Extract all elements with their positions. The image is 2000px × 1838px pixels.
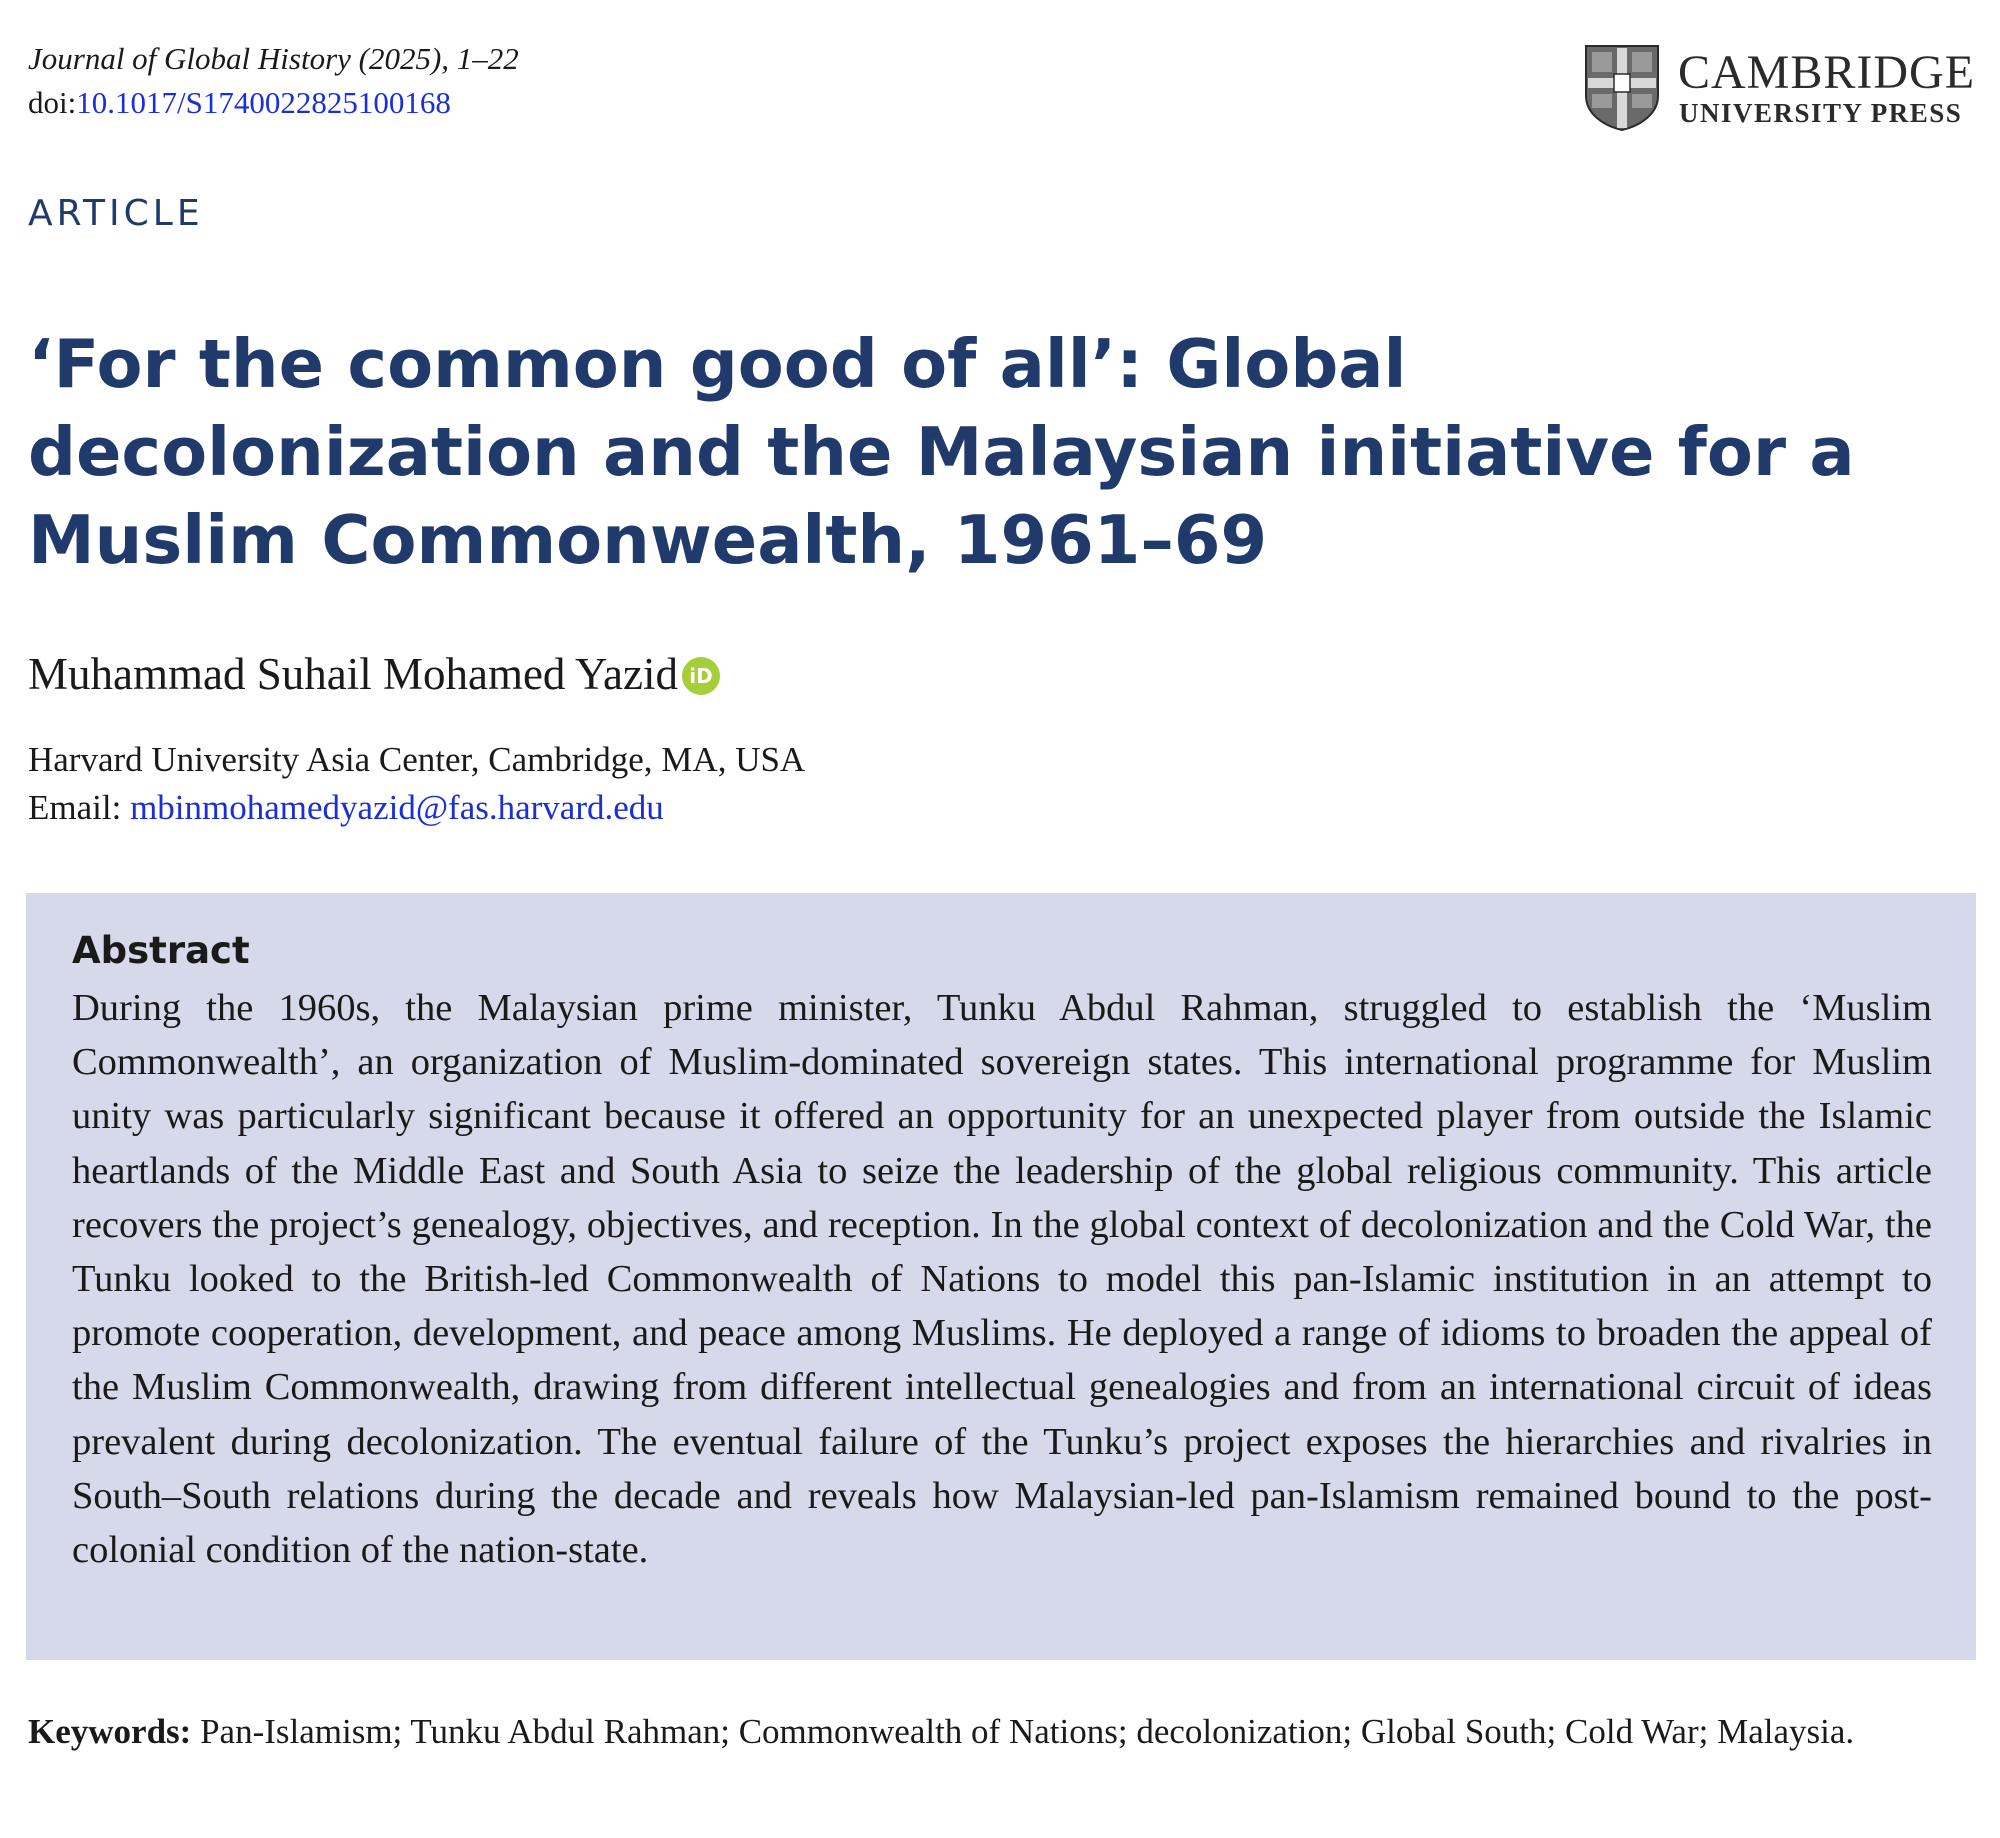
doi-prefix: doi:	[28, 85, 77, 120]
keywords-label: Keywords:	[28, 1712, 192, 1751]
doi-line	[28, 82, 451, 124]
keywords	[28, 1707, 1978, 1757]
abstract-text: During the 1960s, the Malaysian prime minister, Tunku Abdul Rahman, struggled to establish the ‘Muslim Commonwealth’, an organization of Muslim-dominated sovereign states. This international programme for Muslim unity was particularly significant because it offered an opportunity for an unexpected player from outside the Islamic heartlands of the Middle East and South Asia to seize the leadership of the global religious community. This article recovers the project’s genealogy, objectives, and reception. In the global context of decolonization and the Cold War, the Tunku looked to the British-led Commonwealth of Nations to model this pan-Islamic institution in an attempt to promote cooperation, development, and peace among Muslims. He deployed a range of idioms to broaden the appeal of the Muslim Commonwealth, drawing from different intellectual genealogies and from an international circuit of ideas prevalent during decolonization. The eventual failure of the Tunku’s project exposes the hierarchies and rivalries in South–South relations during the decade and reveals how Malaysian-led pan-Islamism remained bound to the post-colonial condition of the nation-state.	[72, 987, 1932, 1572]
email-link[interactable]: mbinmohamedyazid@fas.harvard.edu	[130, 788, 664, 827]
email-label: Email:	[28, 788, 122, 827]
publisher-logo	[1584, 44, 1976, 134]
email-line	[28, 784, 664, 832]
abstract-heading: Abstract	[72, 929, 250, 972]
publisher-name: CAMBRIDGE	[1678, 46, 1976, 99]
doi-link[interactable]: 10.1017/S1740022825100168	[76, 85, 451, 120]
journal-citation: Journal of Global History (2025), 1–22	[28, 41, 519, 76]
keywords-list: Pan-Islamism; Tunku Abdul Rahman; Commonwealth of Nations; decolonization; Global South; Cold War; Malaysia.	[200, 1712, 1855, 1751]
author-affiliation: Harvard University Asia Center, Cambridge, MA, USA	[28, 740, 806, 779]
cambridge-shield-icon	[1584, 44, 1660, 132]
abstract-box	[26, 893, 1976, 1660]
article-type-label: ARTICLE	[28, 193, 204, 234]
article-title: ‘For the common good of all’: Global decolonization and the Malaysian initiative for a Muslim Commonwealth, 1961–69	[28, 325, 1855, 579]
author-row	[28, 646, 720, 702]
author-name: Muhammad Suhail Mohamed Yazid	[28, 649, 678, 699]
orcid-icon[interactable]: iD	[682, 657, 720, 695]
publisher-subtitle: UNIVERSITY PRESS	[1679, 98, 1963, 128]
